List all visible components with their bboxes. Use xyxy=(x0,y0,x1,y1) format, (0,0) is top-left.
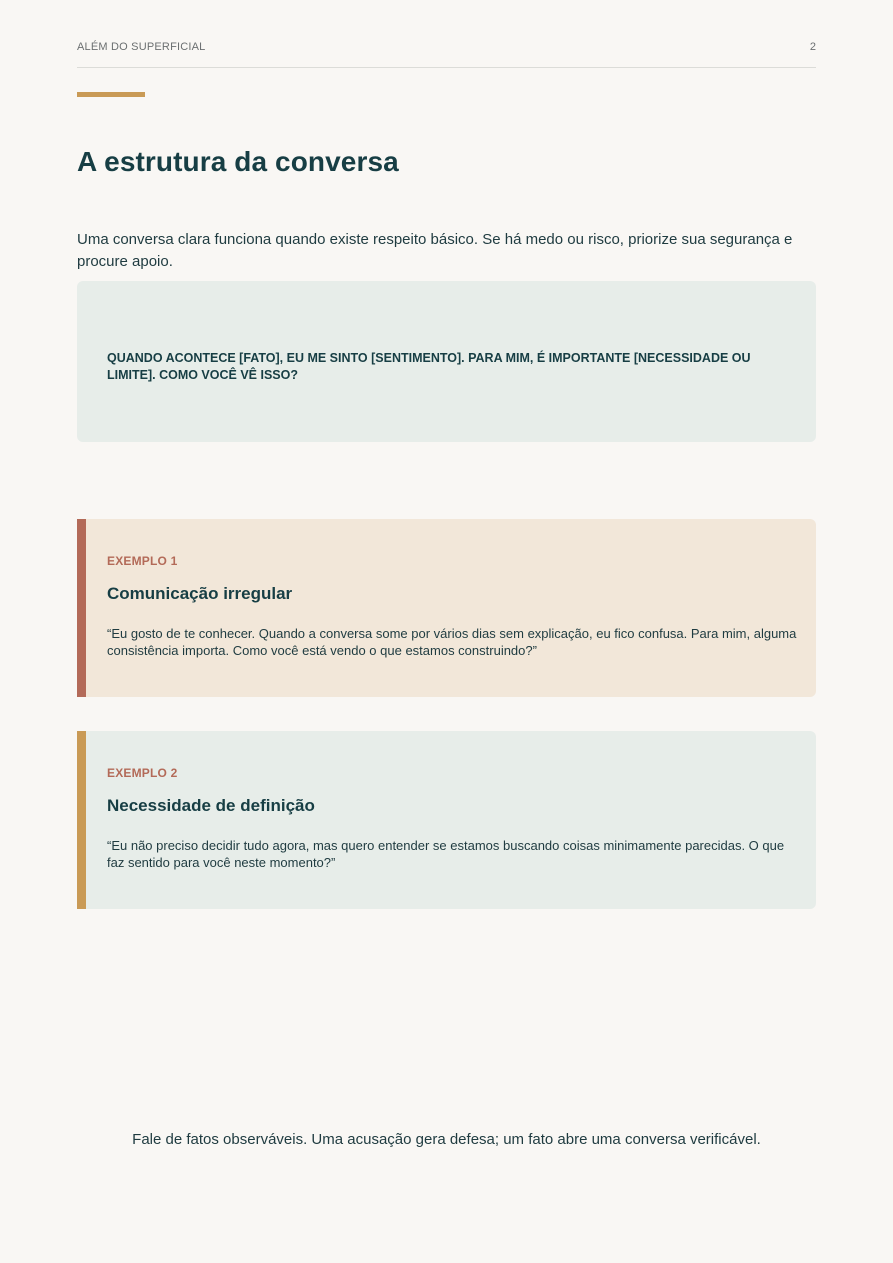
script-box xyxy=(77,281,816,442)
example-heading: Necessidade de definição xyxy=(107,796,315,815)
example-label: EXEMPLO 1 xyxy=(107,554,178,568)
example-quote: “Eu gosto de te conhecer. Quando a conversa some por vários dias sem explicação, eu fico confusa. Para mim, alguma consistência importa. Como você está vendo o que estamos construindo?” xyxy=(107,626,797,658)
example-accent-bar xyxy=(77,731,86,909)
example-card-1 xyxy=(77,519,816,697)
page-number: 2 xyxy=(809,41,816,53)
example-accent-bar xyxy=(77,519,86,697)
header-title: ALÉM DO SUPERFICIAL xyxy=(77,41,206,53)
footer-note: Fale de fatos observáveis. Uma acusação gera defesa; um fato abre uma conversa verificável. xyxy=(132,1131,761,1148)
script-template-text: QUANDO ACONTECE [FATO], EU ME SINTO [SENTIMENTO]. PARA MIM, É IMPORTANTE [NECESSIDADE OU LIMITE]. COMO VOCÊ VÊ ISSO? xyxy=(107,351,751,382)
page-title: A estrutura da conversa xyxy=(77,146,399,177)
intro-paragraph: Uma conversa clara funciona quando existe respeito básico. Se há medo ou risco, priorize sua segurança e procure apoio. xyxy=(77,231,793,270)
accent-rule xyxy=(77,92,145,97)
example-heading: Comunicação irregular xyxy=(107,584,293,603)
document-page xyxy=(77,0,816,1263)
example-card-2 xyxy=(77,731,816,909)
running-header xyxy=(77,40,816,68)
example-label: EXEMPLO 2 xyxy=(107,766,178,780)
example-quote: “Eu não preciso decidir tudo agora, mas quero entender se estamos buscando coisas minimamente parecidas. O que faz sentido para você neste momento?” xyxy=(107,838,785,870)
